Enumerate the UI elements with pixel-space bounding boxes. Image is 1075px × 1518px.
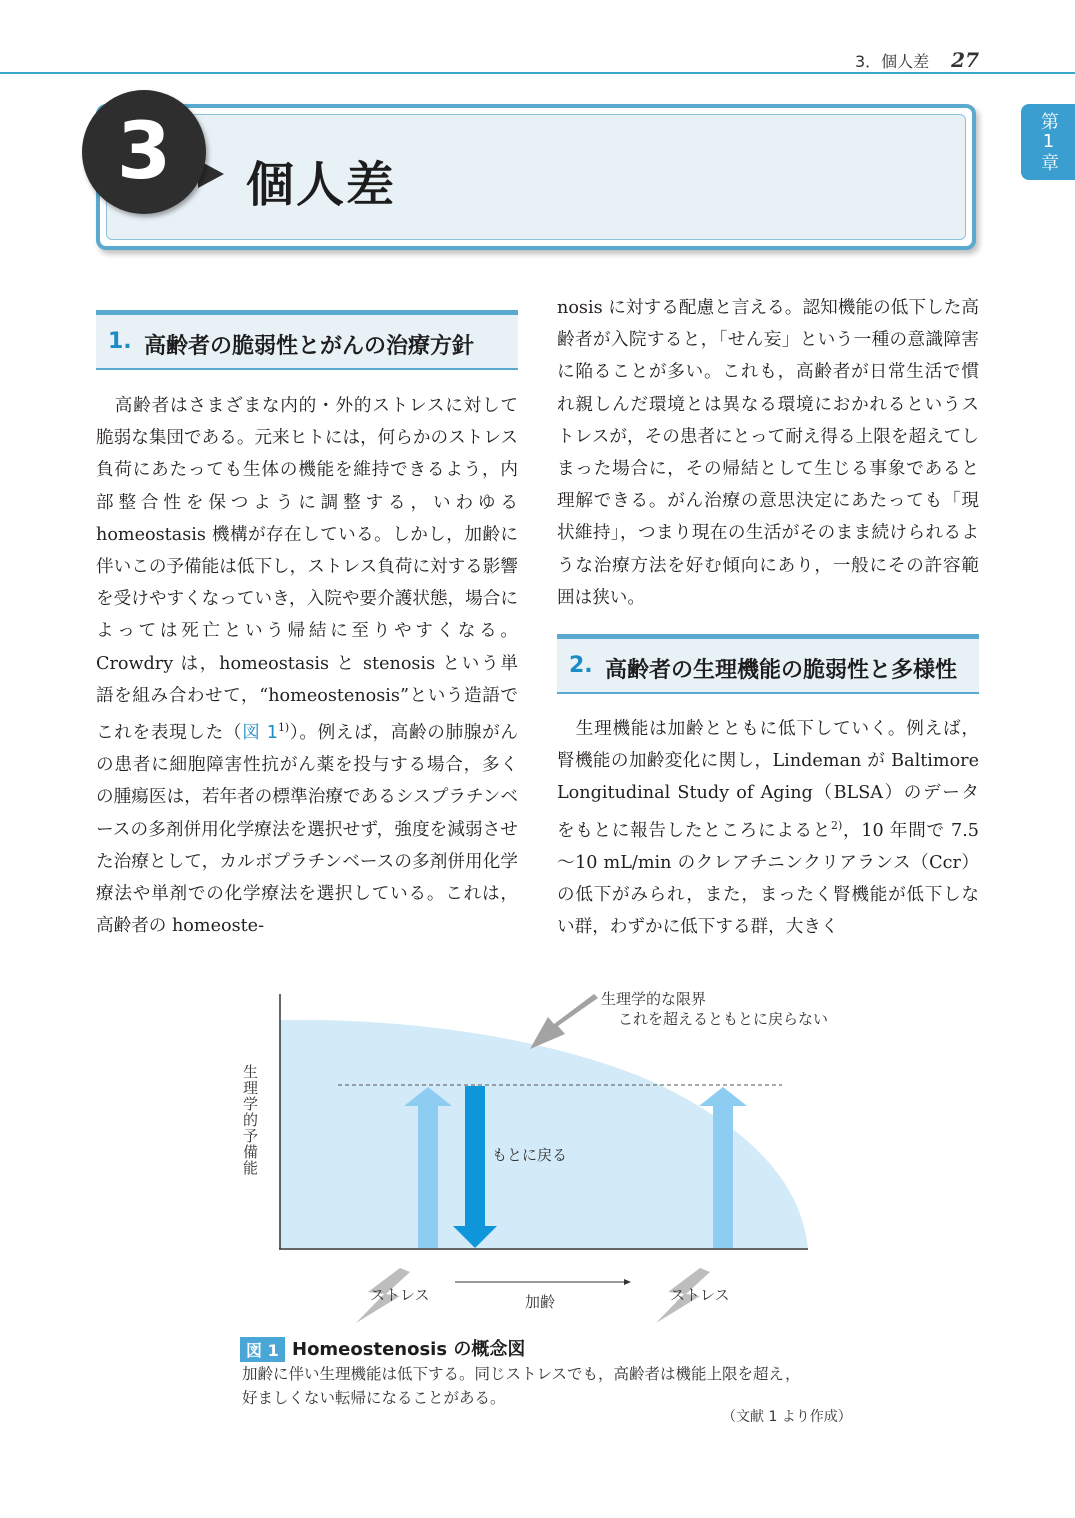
section-1-text-c: nosis に対する配慮と言える。認知機能の低下した高齢者が入院すると，「せん妄」という一種の意識障害に陥ることが多い。これも，高齢者が日常生活で慣れ親しんだ環境とは異なる環境におかれるというストレスが，その患者にとって耐え得る上限を超えてしまった場合に，その帰結として生じる事象であると理解できる。がん治療の意思決定にあたっても「現状維持」，つまり現在の生活がそのまま続けられるような治療方法を好む傾向にあり，一般にその許容範囲は狭い。 — [557, 298, 979, 608]
figure-1-title: Homeostenosis の概念図 — [292, 1339, 526, 1360]
stress-label-right: ストレス — [670, 1286, 730, 1304]
chapter-tab[interactable]: 第1章 — [1021, 104, 1075, 180]
limit-pointer-arrow — [530, 994, 598, 1049]
reference-1-sup[interactable]: 1) — [277, 721, 290, 735]
limit-label-line-2: これを超えるともとに戻らない — [618, 1010, 829, 1028]
return-label: もとに戻る — [492, 1146, 568, 1164]
section-2-number: 2. — [569, 653, 593, 678]
section-2-title: 高齢者の生理機能の脆弱性と多様性 — [605, 658, 958, 683]
section-1-text-a: 高齢者はさまざまな内的・外的ストレスに対して脆弱な集団である。元来ヒトには，何らかのストレス負荷にあたっても生体の機能を維持できるよう，内部整合性を保つように調整する，いわゆる homeostasis 機構が存在している。しかし，加齢に伴いこの予備能は低下し，ストレス負荷に対する影響を受けやすくなっていき，入院や要介護状態，場合によっては死亡という帰結に至りやすくなる。Crowdry は，homeostasis と stenosis という単語を組み合わせて，“homeostenosis”という造語でこれを表現した（ — [96, 396, 518, 743]
stress-label-left: ストレス — [370, 1286, 430, 1304]
running-title: 3．個人差 — [854, 52, 930, 71]
y-axis-label: 生理学的予備能 — [241, 1064, 259, 1176]
figure-1-caption — [242, 1362, 842, 1410]
figure-1-reference[interactable]: 図 1 — [242, 722, 278, 743]
section-2-text-a: 生理機能は加齢とともに低下していく。例えば，腎機能の加齢変化に関し，Lindeman が Baltimore Longitudinal Study of Aging（BLSA）のデータをもとに報告したところによると — [557, 719, 979, 841]
section-1-number: 1. — [108, 329, 132, 354]
page-number: 27 — [951, 48, 979, 72]
figure-1-source: （文献 1 より作成） — [722, 1409, 852, 1425]
section-2-text-b: ，10 年間で 7.5～10 mL/min のクレアチニンクリアランス（Ccr）の低下がみられ，また，まったく腎機能が低下しない群，わずかに低下する群，大きく — [557, 820, 979, 938]
figure-1-caption-line-1: 加齢に伴い生理機能は低下する。同じストレスでも，高齢者は機能上限を超え， — [242, 1365, 801, 1383]
aging-label: 加齢 — [525, 1293, 556, 1311]
limit-label-line-1: 生理学的な限界 — [601, 990, 707, 1008]
figure-1-caption-line-2: 好ましくない転帰になることがある。 — [242, 1389, 506, 1407]
chapter-title: 個人差 — [246, 157, 397, 213]
figure-1-label: 図 1 — [240, 1337, 285, 1362]
chapter-number-badge: 3 — [82, 90, 206, 214]
section-1-title: 高齢者の脆弱性とがんの治療方針 — [144, 334, 475, 359]
aging-arrowhead — [624, 1279, 631, 1285]
section-1-text-b: ）。例えば，高齢の肺腺がんの患者に細胞障害性抗がん薬を投与する場合，多くの腫瘍医は，若年者の標準治療であるシスプラチンベースの多剤併用化学療法を選択せず，強度を減弱させた治療として，カルボプラチンベースの多剤併用化学療法や単剤での化学療法を選択している。これは，高齢者の homeoste- — [96, 722, 518, 937]
reference-2-sup[interactable]: 2) — [831, 818, 843, 832]
